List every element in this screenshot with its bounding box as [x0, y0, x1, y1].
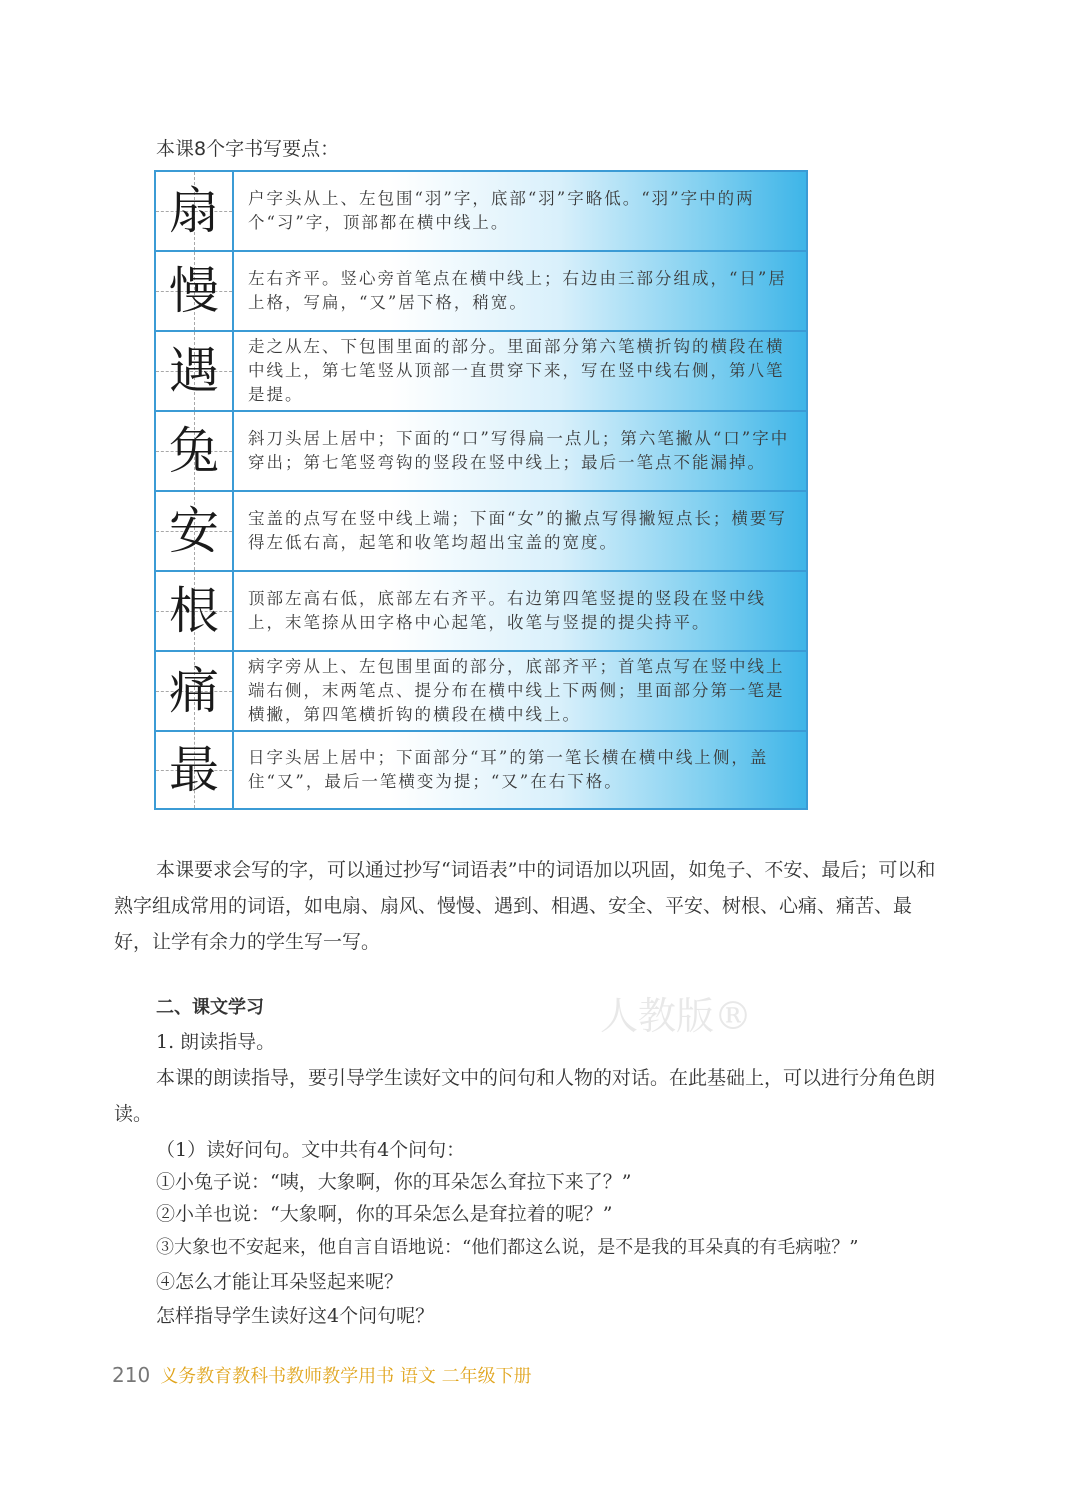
page-number: 210 [112, 1363, 151, 1387]
table-row [156, 732, 806, 808]
consolidation-paragraph: 本课要求会写的字，可以通过抄写“词语表”中的词语加以巩固，如兔子、不安、最后；可以和熟字组成常用的词语，如电扇、扇风、慢慢、遇到、相遇、安全、平安、树根、心痛、痛苦、最好，让学有余力的学生写一写。 [114, 859, 936, 953]
character-glyph: 最 [169, 741, 219, 799]
table-row [156, 332, 806, 412]
character-glyph: 痛 [169, 662, 219, 720]
question-item: ④怎么才能让耳朵竖起来呢？ [156, 1271, 404, 1293]
tianzige-cell [156, 332, 234, 410]
writing-tip: 左右齐平。竖心旁首笔点在横中线上；右边由三部分组成，“日”居上格，写扁，“又”居下格，稍宽。 [248, 269, 787, 312]
publisher-watermark: 人教版® [600, 994, 753, 1038]
closing-question: 怎样指导学生读好这4个问句呢？ [156, 1305, 435, 1327]
writing-tip: 病字旁从上、左包围里面的部分，底部齐平；首笔点写在竖中线上端右侧，末两笔点、提分布在横中线上下两侧；里面部分第一笔是横撇，第四笔横折钩的横段在横中线上。 [248, 657, 785, 724]
section-heading: 二、课文学习 [156, 997, 264, 1018]
tianzige-cell [156, 172, 234, 250]
table-row [156, 172, 806, 252]
book-title: 义务教育教科书教师教学用书 语文 二年级下册 [160, 1366, 532, 1387]
table-row [156, 492, 806, 572]
tianzige-cell [156, 732, 234, 808]
question-item: ③大象也不安起来，他自言自语地说：“他们都这么说，是不是我的耳朵真的有毛病啦？” [156, 1237, 859, 1258]
table-row [156, 252, 806, 332]
reading-guidance-paragraph: 本课的朗读指导，要引导学生读好文中的问句和人物的对话。在此基础上，可以进行分角色朗读。 [114, 1067, 936, 1125]
character-glyph: 安 [169, 502, 219, 560]
writing-tip: 顶部左高右低，底部左右齐平。右边第四笔竖提的竖段在竖中线上，末笔捺从田字格中心起笔，收笔与竖提的提尖持平。 [248, 589, 766, 632]
writing-tip: 宝盖的点写在竖中线上端；下面“女”的撇点写得撇短点长；横要写得左低右高，起笔和收笔均超出宝盖的宽度。 [248, 509, 787, 552]
table-row [156, 572, 806, 652]
question-item: ①小兔子说：“咦，大象啊，你的耳朵怎么耷拉下来了？” [156, 1171, 632, 1193]
writing-tip: 户字头从上、左包围“羽”字，底部“羽”字略低。“羽”字中的两个“习”字，顶部都在横中线上。 [248, 189, 755, 232]
character-writing-table [154, 170, 808, 810]
writing-points-intro: 本课8个字书写要点： [156, 138, 340, 160]
question-intro: （1）读好问句。文中共有4个问句： [156, 1139, 466, 1161]
tianzige-cell [156, 412, 234, 490]
question-item: ②小羊也说：“大象啊，你的耳朵怎么是耷拉着的呢？” [156, 1203, 613, 1225]
character-glyph: 兔 [169, 422, 219, 480]
table-row [156, 652, 806, 732]
tianzige-cell [156, 572, 234, 650]
character-glyph: 遇 [169, 342, 219, 400]
tianzige-cell [156, 492, 234, 570]
tianzige-cell [156, 252, 234, 330]
writing-tip: 走之从左、下包围里面的部分。里面部分第六笔横折钩的横段在横中线上，第七笔竖从顶部一直贯穿下来，写在竖中线右侧，第八笔是提。 [248, 337, 785, 404]
character-glyph: 扇 [169, 182, 219, 240]
table-row [156, 412, 806, 492]
tianzige-cell [156, 652, 234, 730]
writing-tip: 斜刀头居上居中；下面的“口”写得扁一点儿；第六笔撇从“口”字中穿出；第七笔竖弯钩的竖段在竖中线上；最后一笔点不能漏掉。 [248, 429, 790, 472]
character-glyph: 慢 [169, 262, 219, 320]
subsection-heading: 1. 朗读指导。 [156, 1031, 276, 1053]
writing-tip: 日字头居上居中；下面部分“耳”的第一笔长横在横中线上侧，盖住“又”，最后一笔横变为提；“又”在右下格。 [248, 748, 769, 791]
character-glyph: 根 [169, 582, 219, 640]
page-footer [112, 1362, 532, 1388]
